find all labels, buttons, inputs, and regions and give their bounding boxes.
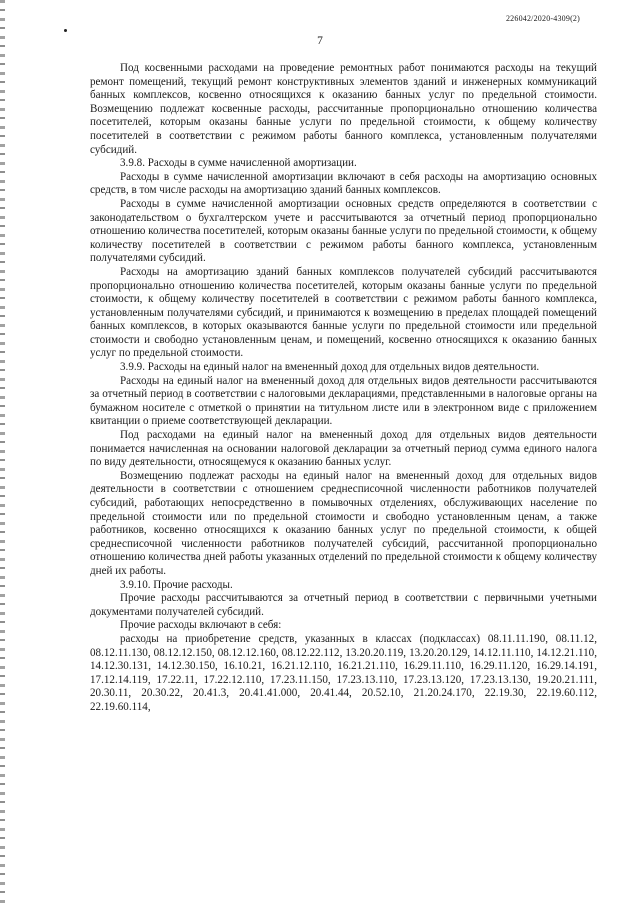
paragraph: Расходы на амортизацию зданий банных комплексов получателей субсидий рассчитываются пропорционально отношению количества посетителей, которым оказаны банные услуги по предельной стоимости, к общему количеству посетителей в соответствии с режимом работы банного комплекса, установленным получателями субсидий, и принимаются к возмещению в пределах площадей помещений банных комплексов, в которых оказываются банные услуги по предельной стоимости или предельной стоимости и свободно установленным ценам, и помещений, косвенно относящихся к оказанию банных услуг по предельной стоимости.	[90, 265, 597, 360]
paragraph: Расходы в сумме начисленной амортизации включают в себя расходы на амортизацию основных средств, в том числе расходы на амортизацию зданий банных комплексов.	[90, 170, 597, 197]
paragraph: Прочие расходы включают в себя:	[120, 619, 282, 632]
scan-edge-marks	[0, 0, 5, 905]
paragraph: расходы на приобретение средств, указанных в классах (подклассах) 08.11.11.190, 08.11.12, 08.12.11.130, 08.12.12.150, 08.12.12.160, 08.12.22.112, 13.20.20.119, 13.20.20.129, 14.12.11.110, 14.12.21.110, 14.12.30.131, 14.12.30.150, 16.10.21, 16.21.12.110, 16.21.21.110, 16.29.11.110, 16.29.11.120, 16.29.14.191, 17.12.14.119, 17.22.11, 17.22.12.110, 17.23.11.150, 17.23.13.110, 17.23.13.120, 17.23.13.130, 19.20.21.111, 20.30.11, 20.30.22, 20.41.3, 20.41.41.000, 20.41.44, 20.52.10, 21.20.24.170, 22.19.30, 22.19.60.112, 22.19.60.114,	[90, 632, 597, 713]
page-number: 7	[317, 35, 323, 47]
section-heading: 3.9.8. Расходы в сумме начисленной амортизации.	[120, 157, 357, 170]
section-heading: 3.9.10. Прочие расходы.	[120, 578, 233, 591]
document-body	[90, 62, 597, 715]
paragraph: Под косвенными расходами на проведение ремонтных работ понимаются расходы на текущий ремонт помещений, текущий ремонт конструктивных элементов зданий и инженерных коммуникаций банных комплексов, косвенно относящихся к оказанию банных услуг по предельной стоимости. Возмещению подлежат косвенные расходы, рассчитанные пропорционально отношению количества посетителей, которым оказаны банные услуги по предельной стоимости, к общему количеству посетителей в соответствии с режимом работы банного комплекса, установленным получателями субсидий.	[90, 62, 597, 156]
section-heading: 3.9.9. Расходы на единый налог на вмененный доход для отдельных видов деятельности.	[120, 361, 540, 374]
paragraph: Под расходами на единый налог на вмененный доход для отдельных видов деятельности понимается начисленная на основании налоговой декларации за отчетный период сумма единого налога по виду деятельности, относящемуся к оказанию банных услуг.	[90, 429, 597, 469]
paragraph: Возмещению подлежат расходы на единый налог на вмененный доход для отдельных видов деятельности в соответствии с отношением среднесписочной численности работников получателей субсидий, работающих непосредственно в помывочных отделениях, обслуживающих население по предельной стоимости или по предельной стоимости и свободно установленным ценам, а также работников, косвенно относящихся к оказанию банных услуг по предельной стоимости, к общей среднесписочной численности работников получателей субсидий, рассчитанной пропорционально отношению количества дней работы указанных отделений по предельной стоимости к общему количеству дней их работы.	[90, 469, 597, 577]
document-id: 226042/2020-4309(2)	[505, 14, 580, 23]
paragraph: Расходы на единый налог на вмененный доход для отдельных видов деятельности рассчитываются за отчетный период в соответствии с налоговыми декларациями, представленными в налоговые органы на бумажном носителе с отметкой о принятии на титульном листе или в электронном виде с приложением квитанции о приеме соответствующей декларации.	[90, 374, 597, 428]
paragraph: Прочие расходы рассчитываются за отчетный период в соответствии с первичными учетными документами получателей субсидий.	[90, 592, 597, 618]
scan-dot	[64, 29, 67, 32]
paragraph: Расходы в сумме начисленной амортизации основных средств определяются в соответствии с законодательством о бухгалтерском учете и рассчитываются за отчетный период пропорционально отношению количества посетителей, которым оказаны банные услуги по предельной стоимости, к общему количеству посетителей в соответствии с режимом работы банного комплекса, установленным получателями субсидий.	[90, 197, 597, 265]
